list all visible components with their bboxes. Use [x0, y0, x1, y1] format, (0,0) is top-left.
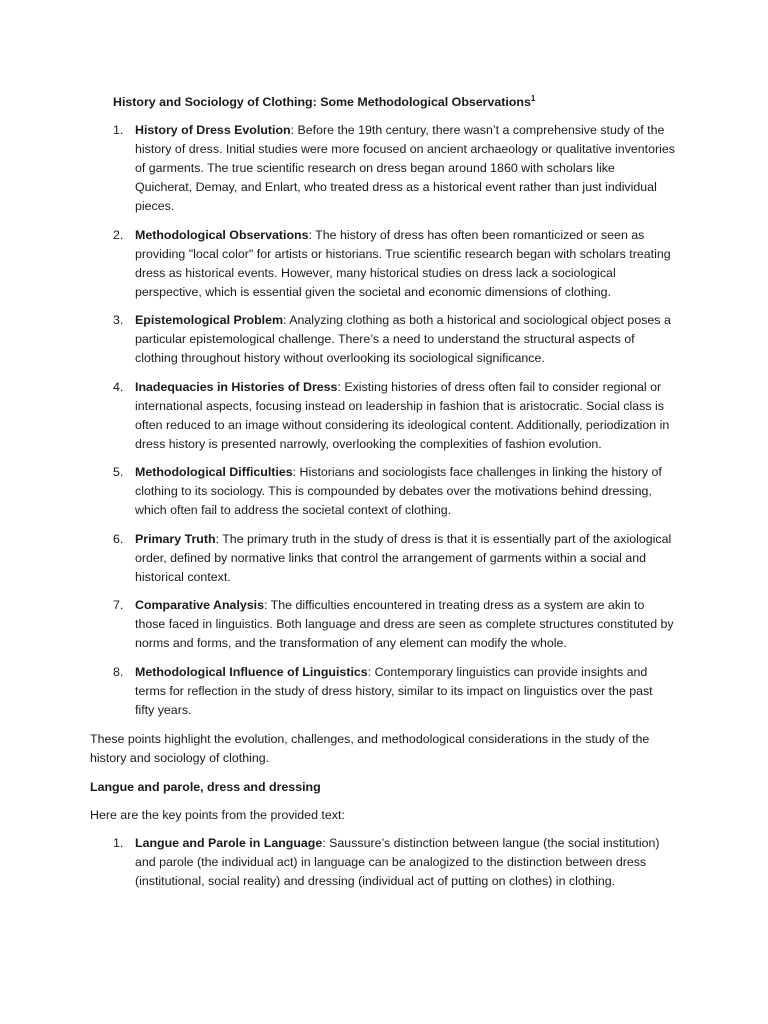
observations-list: [0, 121, 768, 729]
summary-paragraph: These points highlight the evolution, challenges, and methodological considerations in the study of the history and sociology of clothing.: [90, 732, 650, 765]
item-number: 6.: [113, 531, 124, 546]
list-item: [0, 834, 675, 891]
item-text: : Saussure’s distinction between langue (the social institution) and parole (the individual act) in language can be analogized to the distinction between dress (institutional, social reality) and dressing (individual act of putting on clothes) in clothing.: [135, 836, 660, 888]
item-text: : Before the 19th century, there wasn’t a comprehensive study of the history of dress. Initial studies were more focused on ancient archaeology or qualitative inventories of garments. The true scientific research on dress began around 1860 with scholars like Quicherat, Demay, and Enlart, who treated dress as a historical event rather than just individual pieces.: [135, 123, 675, 213]
section-heading: Langue and parole, dress and dressing: [90, 780, 321, 794]
item-text: : Analyzing clothing as both a historical and sociological object poses a particular epistemological challenge. There’s a need to understand the structural aspects of clothing throughout history without overlooking its sociological significance.: [135, 313, 671, 365]
item-term: Langue and Parole in Language: [135, 836, 323, 850]
item-term: Epistemological Problem: [135, 313, 284, 327]
item-text: : Existing histories of dress often fail to consider regional or international aspects, focusing instead on leadership in fashion that is aristocratic. Social class is often reduced to an image without considering its ideological content. Additionally, periodization in dress history is presented narrowly, overlooking the complexities of fashion evolution.: [135, 379, 670, 451]
item-number: 1.: [113, 123, 124, 137]
item-number: 5.: [113, 465, 124, 479]
item-term: Inadequacies in Histories of Dress: [135, 379, 338, 394]
item-term: Primary Truth: [135, 531, 216, 546]
title-text: History and Sociology of Clothing: Some Methodological Observations: [113, 95, 531, 109]
list-item: [0, 596, 675, 653]
list-item: [0, 311, 675, 368]
item-text: : The difficulties encountered in treating dress as a system are akin to those faced in linguistics. Both language and dress are seen as complete structures constituted by norms and forms, and the transformation of any element can modify the whole.: [135, 598, 674, 650]
item-text: : The primary truth in the study of dress is that it is essentially part of the axiological order, defined by normative links that control the arrangement of garments within a social and historical context.: [135, 531, 672, 584]
footnote-marker: 1: [530, 93, 536, 103]
item-term: Comparative Analysis: [135, 598, 265, 612]
key-points-list: [0, 834, 768, 901]
list-item: [0, 663, 675, 720]
list-item: [0, 121, 675, 216]
list-item: [0, 530, 675, 587]
item-term: Methodological Difficulties: [135, 465, 293, 479]
item-term: History of Dress Evolution: [135, 123, 291, 137]
item-text: : Historians and sociologists face challenges in linking the history of clothing to its sociology. This is compounded by debates over the motivations behind dressing, which often fail to address the societal context of clothing.: [135, 465, 662, 517]
item-term: Methodological Influence of Linguistics: [135, 664, 368, 679]
list-item: [0, 226, 675, 302]
list-item: [0, 463, 675, 520]
item-number: 8.: [113, 664, 124, 679]
list-item: [0, 378, 675, 454]
item-term: Methodological Observations: [135, 227, 309, 242]
item-number: 4.: [113, 379, 124, 394]
item-text: : The history of dress has often been romanticized or seen as providing "local color" for artists or historians. True scientific research began with scholars treating dress as historical events. However, many historical studies on dress lack a sociological perspective, which is essential given the societal and economic dimensions of clothing.: [135, 227, 671, 299]
item-number: 1.: [113, 836, 124, 850]
item-number: 2.: [113, 227, 124, 242]
document-title: [113, 93, 535, 112]
item-number: 3.: [113, 313, 124, 327]
intro-paragraph: Here are the key points from the provided text:: [90, 808, 345, 822]
item-text: : Contemporary linguistics can provide insights and terms for reflection in the study of dress history, similar to its impact on linguistics over the past fifty years.: [135, 664, 653, 717]
item-number: 7.: [113, 598, 124, 612]
